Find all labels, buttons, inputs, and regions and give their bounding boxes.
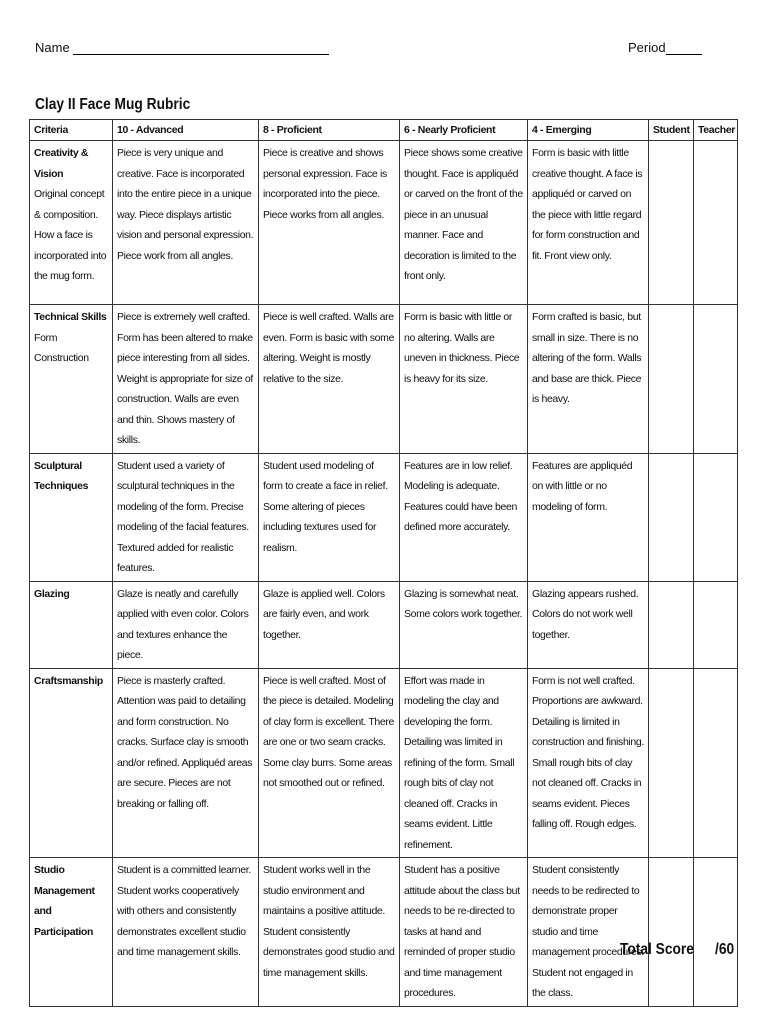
nearly-proficient-cell: Piece shows some creative thought. Face is appliquéd or carved on the front of the piece in an unusual manner. Face and decoration is limited to the front only. xyxy=(400,141,528,305)
proficient-cell: Piece is creative and shows personal expression. Face is incorporated into the piece. Piece works from all angles. xyxy=(259,141,400,305)
criteria-description: Form Construction xyxy=(34,331,89,364)
student-score-cell[interactable] xyxy=(649,453,694,581)
table-row xyxy=(30,668,738,858)
proficient-cell: Piece is well crafted. Most of the piece is detailed. Modeling of clay form is excellent. There are one or two seam cracks. Some clay burrs. Some areas not smoothed out or refined. xyxy=(259,668,400,858)
teacher-score-cell[interactable] xyxy=(694,453,738,581)
student-score-cell[interactable] xyxy=(649,141,694,305)
teacher-score-cell[interactable] xyxy=(694,141,738,305)
table-row xyxy=(30,453,738,581)
nearly-proficient-cell: Form is basic with little or no altering. Walls are uneven in thickness. Piece is heavy for its size. xyxy=(400,305,528,454)
advanced-cell: Glaze is neatly and carefully applied with even color. Colors and textures enhance the piece. xyxy=(113,581,259,668)
advanced-cell: Student used a variety of sculptural techniques in the modeling of the form. Precise modeling of the facial features. Textured added for realistic features. xyxy=(113,453,259,581)
criteria-cell xyxy=(30,858,113,1007)
criteria-title: Technical Skills xyxy=(34,311,107,323)
page-title: Clay II Face Mug Rubric xyxy=(35,96,191,113)
student-score-cell[interactable] xyxy=(649,858,694,1007)
advanced-cell: Piece is extremely well crafted. Form has been altered to make piece interesting from all sides. Weight is appropriate for size of construction. Walls are even and thin. Shows mastery of skills. xyxy=(113,305,259,454)
emerging-cell: Form is not well crafted. Proportions are awkward. Detailing is limited in construction and finishing. Small rough bits of clay not cleaned off. Cracks in seams evident. Pieces falling off. Rough edges. xyxy=(528,668,649,858)
emerging-cell: Features are appliquéd on with little or no modeling of form. xyxy=(528,453,649,581)
table-row xyxy=(30,858,738,1007)
student-score-cell[interactable] xyxy=(649,305,694,454)
table-row xyxy=(30,305,738,454)
name-label: Name xyxy=(35,40,70,55)
col-advanced: 10 - Advanced xyxy=(113,120,259,141)
criteria-title: Studio Management and Participation xyxy=(34,864,95,938)
criteria-cell xyxy=(30,141,113,305)
col-criteria: Criteria xyxy=(30,120,113,141)
period-field xyxy=(628,40,702,55)
criteria-cell xyxy=(30,581,113,668)
period-label: Period xyxy=(628,40,666,55)
teacher-score-cell[interactable] xyxy=(694,858,738,1007)
col-emerging: 4 - Emerging xyxy=(528,120,649,141)
header-row xyxy=(30,120,738,141)
criteria-cell xyxy=(30,453,113,581)
criteria-cell xyxy=(30,668,113,858)
name-field xyxy=(35,40,329,55)
emerging-cell: Glazing appears rushed. Colors do not work well together. xyxy=(528,581,649,668)
criteria-cell xyxy=(30,305,113,454)
advanced-cell: Piece is masterly crafted. Attention was paid to detailing and form construction. No cracks. Surface clay is smooth and/or refined. Appliquéd areas are secure. Pieces are not breaking or falling off. xyxy=(113,668,259,858)
col-proficient: 8 - Proficient xyxy=(259,120,400,141)
criteria-description: Original concept & composition. How a face is incorporated into the mug form. xyxy=(34,188,107,282)
criteria-title: Sculptural Techniques xyxy=(34,459,89,492)
criteria-title: Glazing xyxy=(34,587,70,600)
col-nearly-proficient: 6 - Nearly Proficient xyxy=(400,120,528,141)
proficient-cell: Student works well in the studio environment and maintains a positive attitude. Student consistently demonstrates good studio and time management skills. xyxy=(259,858,400,1007)
nearly-proficient-cell: Features are in low relief. Modeling is adequate. Features could have been defined more accurately. xyxy=(400,453,528,581)
student-score-cell[interactable] xyxy=(649,668,694,858)
criteria-title: Creativity & Vision xyxy=(34,147,89,180)
emerging-cell: Form crafted is basic, but small in size. There is no altering of the form. Walls and base are thick. Piece is heavy. xyxy=(528,305,649,454)
name-blank[interactable] xyxy=(73,40,329,55)
nearly-proficient-cell: Effort was made in modeling the clay and developing the form. Detailing was limited in refining of the form. Small rough bits of clay not cleaned off. Cracks in seams evident. Little refinement. xyxy=(400,668,528,858)
emerging-cell: Form is basic with little creative thought. A face is appliquéd or carved on the piece with little regard for form construction and fit. Front view only. xyxy=(528,141,649,305)
table-row xyxy=(30,581,738,668)
proficient-cell: Glaze is applied well. Colors are fairly even, and work together. xyxy=(259,581,400,668)
col-teacher: Teacher xyxy=(694,120,738,141)
proficient-cell: Piece is well crafted. Walls are even. Form is basic with some altering. Weight is mostly relative to the size. xyxy=(259,305,400,454)
nearly-proficient-cell: Glazing is somewhat neat. Some colors work together. xyxy=(400,581,528,668)
table-row xyxy=(30,141,738,305)
teacher-score-cell[interactable] xyxy=(694,581,738,668)
period-blank[interactable] xyxy=(666,40,702,55)
total-score-max: /60 xyxy=(715,941,735,958)
teacher-score-cell[interactable] xyxy=(694,668,738,858)
criteria-title: Craftsmanship xyxy=(34,674,103,687)
rubric-table xyxy=(29,119,738,1007)
col-student: Student xyxy=(649,120,694,141)
nearly-proficient-cell: Student has a positive attitude about the class but needs to be re-directed to tasks at hand and reminded of proper studio and time management procedures. xyxy=(400,858,528,1007)
student-score-cell[interactable] xyxy=(649,581,694,668)
advanced-cell: Student is a committed learner. Student works cooperatively with others and consistently demonstrates excellent studio and time management skills. xyxy=(113,858,259,1007)
advanced-cell: Piece is very unique and creative. Face is incorporated into the entire piece in a unique way. Piece displays artistic vision and personal expression. Piece work from all angles. xyxy=(113,141,259,305)
proficient-cell: Student used modeling of form to create a face in relief. Some altering of pieces including textures used for realism. xyxy=(259,453,400,581)
teacher-score-cell[interactable] xyxy=(694,305,738,454)
total-score-label: Total Score xyxy=(620,941,694,958)
emerging-cell: Student consistently needs to be redirected to demonstrate proper studio and time management procedures. Student not engaged in the class. xyxy=(528,858,649,1007)
